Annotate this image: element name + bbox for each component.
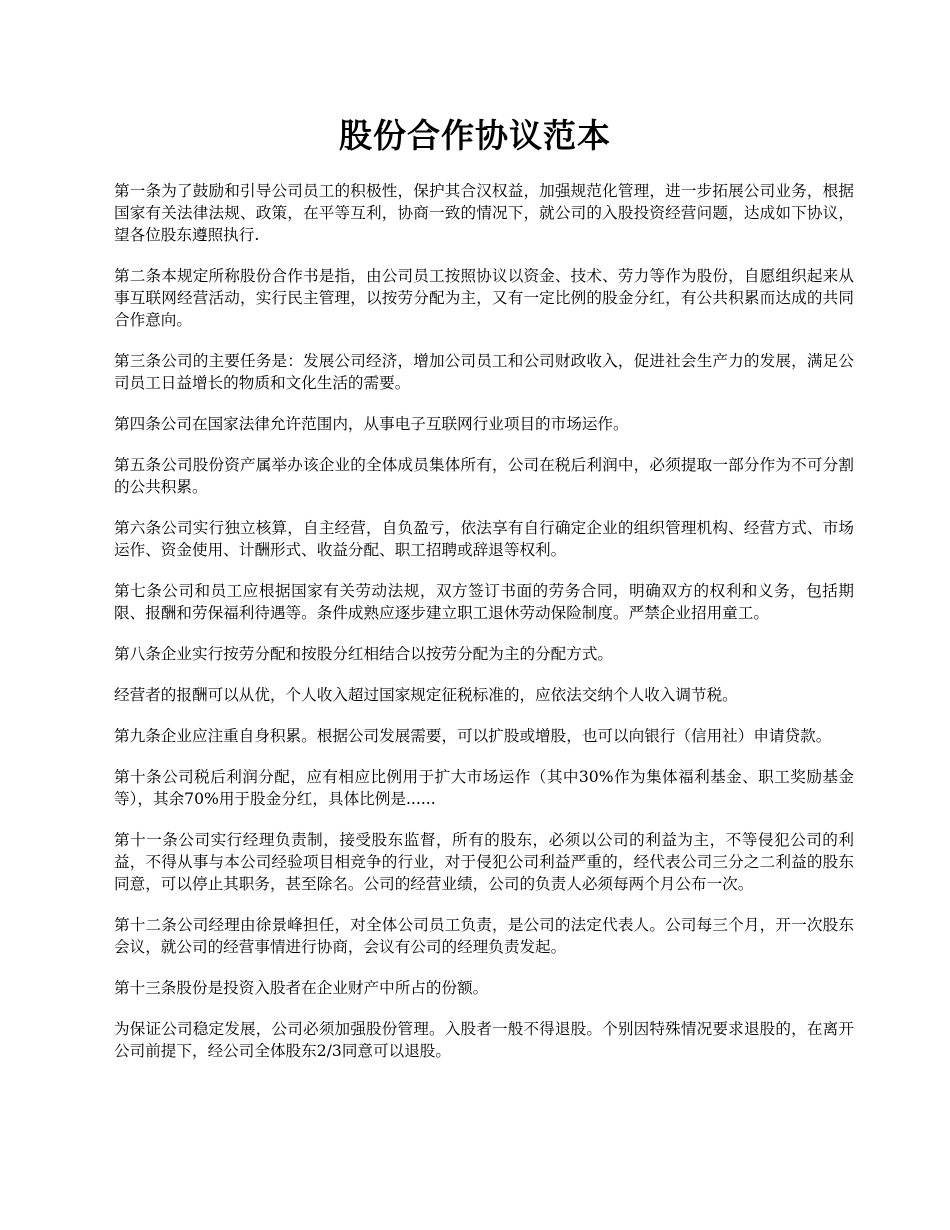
paragraph-manager-pay: 经营者的报酬可以从优，个人收入超过国家规定征税标准的，应依法交纳个人收入调节税。: [114, 686, 738, 704]
paragraph-article-9: 第九条企业应注重自身积累。根据公司发展需要，可以扩股或增股，也可以向银行（信用社）申请贷款。: [114, 727, 832, 745]
paragraph-article-3: 第三条公司的主要任务是：发展公司经济，增加公司员工和公司财政收入，促进社会生产力的发展，满足公司员工日益增长的物质和文化生活的需要。: [114, 352, 854, 392]
paragraph-article-1: 第一条为了鼓励和引导公司员工的积极性，保护其合汉权益，加强规范化管理，进一步拓展公司业务，根据国家有关法律法规、政策，在平等互利，协商一致的情况下，就公司的入股投资经营问题，达成如下协议，望各位股东遵照执行.: [114, 182, 854, 244]
document-body: [114, 180, 854, 1081]
paragraph-article-4: 第四条公司在国家法律允许范围内，从事电子互联网行业项目的市场运作。: [114, 415, 629, 433]
paragraph-article-8: 第八条企业实行按劳分配和按股分红相结合以按劳分配为主的分配方式。: [114, 645, 614, 663]
paragraph-article-7: 第七条公司和员工应根据国家有关劳动法规，双方签订书面的劳务合同，明确双方的权利和义务，包括期限、报酬和劳保福利待遇等。条件成熟应逐步建立职工退休劳动保险制度。严禁企业招用童工。: [114, 582, 854, 622]
paragraph-article-10: 第十条公司税后利润分配，应有相应比例用于扩大市场运作（其中30%作为集体福利基金、职工奖励基金等），其余70%用于股金分红，具体比例是......: [114, 768, 854, 808]
paragraph-article-6: 第六条公司实行独立核算，自主经营，自负盈亏，依法享有自行确定企业的组织管理机构、经营方式、市场运作、资金使用、计酬形式、收益分配、职工招聘或辞退等权利。: [114, 519, 854, 559]
paragraph-share-withdrawal: 为保证公司稳定发展，公司必须加强股份管理。入股者一般不得退股。个别因特殊情况要求退股的，在离开公司前提下，经公司全体股东2/3同意可以退股。: [114, 1020, 854, 1060]
document-title: 股份合作协议范本: [339, 116, 611, 155]
paragraph-article-2: 第二条本规定所称股份合作书是指，由公司员工按照协议以资金、技术、劳力等作为股份，自愿组织起来从事互联网经营活动，实行民主管理，以按劳分配为主，又有一定比例的股金分红，有公共积累而达成的共同合作意向。: [114, 267, 854, 329]
paragraph-article-13: 第十三条股份是投资入股者在企业财产中所占的份额。: [114, 979, 489, 997]
paragraph-article-12: 第十二条公司经理由徐景峰担任，对全体公司员工负责，是公司的法定代表人。公司每三个月，开一次股东会议，就公司的经营事情进行协商，会议有公司的经理负责发起。: [114, 916, 854, 956]
paragraph-article-11: 第十一条公司实行经理负责制，接受股东监督，所有的股东，必须以公司的利益为主，不等侵犯公司的利益，不得从事与本公司经验项目相竞争的行业，对于侵犯公司利益严重的，经代表公司三分之二利益的股东同意，可以停止其职务，甚至除名。公司的经营业绩，公司的负责人必须每两个月公布一次。: [114, 831, 854, 893]
paragraph-article-5: 第五条公司股份资产属举办该企业的全体成员集体所有，公司在税后利润中，必须提取一部分作为不可分割的公共积累。: [114, 456, 854, 496]
